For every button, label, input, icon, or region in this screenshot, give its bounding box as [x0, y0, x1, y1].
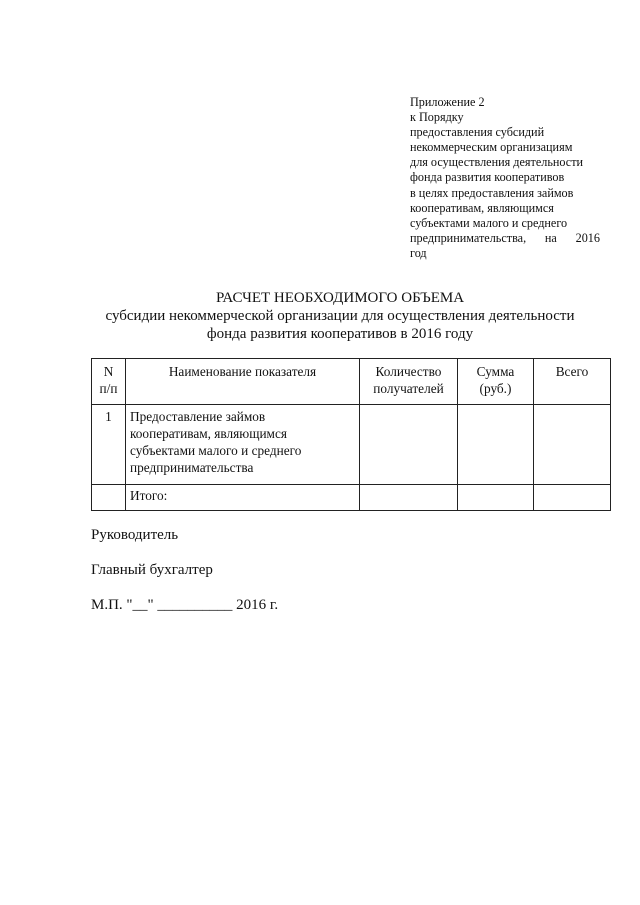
cell-text: Предоставление займов [130, 409, 266, 424]
appendix-block [410, 95, 600, 261]
row-number [92, 485, 126, 511]
header-text: N [103, 364, 114, 379]
row-total [534, 405, 611, 485]
header-text: п/п [99, 381, 118, 396]
row-recipients-count [360, 485, 458, 511]
row-total-label: Итого: [126, 485, 360, 511]
header-indicator-name [126, 359, 360, 405]
row-indicator-name [126, 405, 360, 485]
stamp-date-line: М.П. "__" __________ 2016 г. [91, 597, 279, 613]
document-title [60, 289, 620, 343]
table-total-row [92, 485, 611, 511]
header-text: Всего [555, 364, 589, 379]
appendix-line: Приложение 2 [410, 95, 485, 109]
appendix-line: субъектами малого и среднего [410, 215, 568, 230]
cell-text: предпринимательства [130, 460, 254, 475]
appendix-line: к Порядку [410, 110, 464, 125]
appendix-line: фонда развития кооперативов [410, 170, 565, 185]
row-total [534, 485, 611, 511]
cell-text: субъектами малого и среднего [130, 443, 302, 458]
header-total [534, 359, 611, 405]
header-sum [458, 359, 534, 405]
appendix-word: предпринимательства, [410, 230, 527, 245]
title-line: фонда развития кооперативов в 2016 году [206, 326, 474, 342]
appendix-line: год [410, 245, 427, 260]
appendix-line: некоммерческим организациям [410, 140, 573, 155]
header-text: (руб.) [479, 381, 512, 396]
header-recipients-count [360, 359, 458, 405]
title-line: РАСЧЕТ НЕОБХОДИМОГО ОБЪЕМА [215, 290, 465, 306]
row-number: 1 [92, 405, 126, 485]
appendix-line: в целях предоставления займов [410, 185, 574, 200]
signature-head: Руководитель [91, 527, 179, 543]
appendix-word: 2016 [575, 230, 600, 245]
header-number [92, 359, 126, 405]
appendix-line: для осуществления деятельности [410, 155, 584, 170]
calculation-table [91, 358, 611, 511]
table-header-row [92, 359, 611, 405]
table-row [92, 405, 611, 485]
row-sum [458, 405, 534, 485]
cell-text: кооперативам, являющимся [130, 426, 287, 441]
row-recipients-count [360, 405, 458, 485]
header-text: Количество [375, 364, 442, 379]
appendix-line: предоставления субсидий [410, 125, 545, 140]
signature-accountant: Главный бухгалтер [91, 562, 213, 578]
appendix-line-justified [410, 231, 600, 246]
appendix-word: на [544, 230, 557, 245]
header-text: Сумма [476, 364, 515, 379]
title-line: субсидии некоммерческой организации для осуществления деятельности [105, 308, 575, 324]
header-text: Наименование показателя [168, 364, 317, 379]
row-sum [458, 485, 534, 511]
header-text: получателей [373, 381, 444, 396]
appendix-line: кооперативам, являющимся [410, 200, 554, 215]
